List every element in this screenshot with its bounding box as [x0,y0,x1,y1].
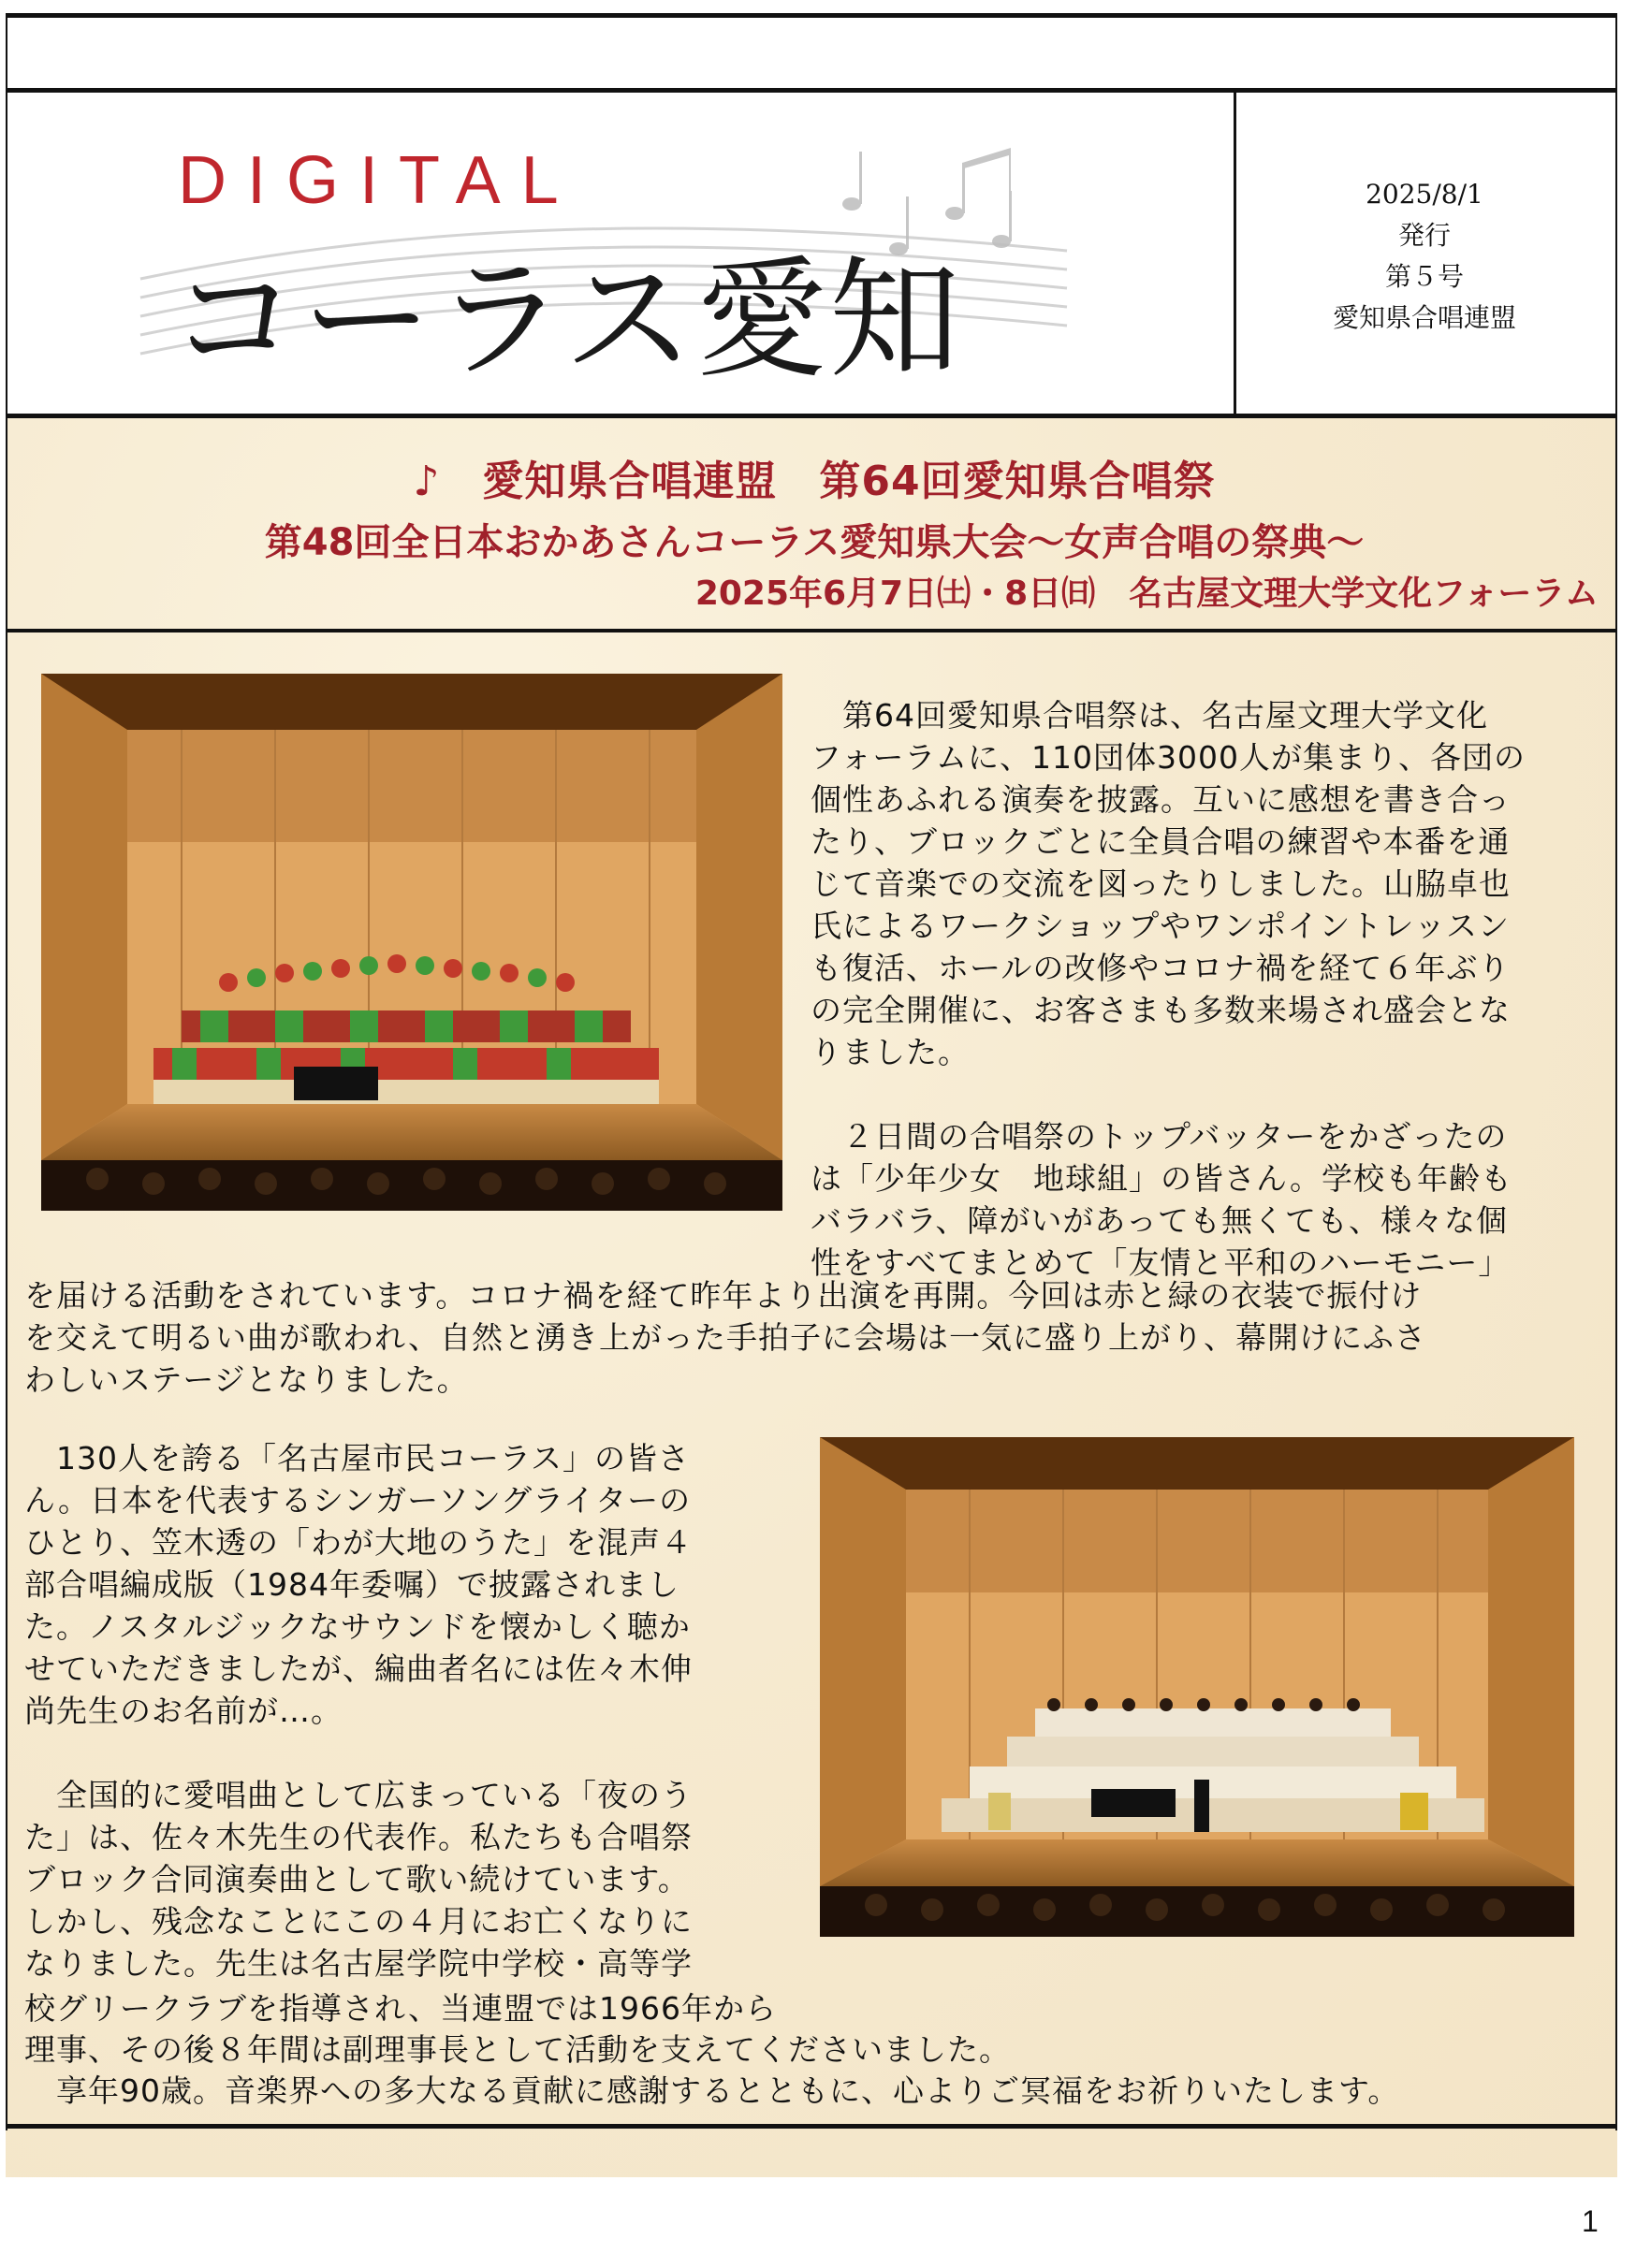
issue-date: 2025/8/1 [1366,179,1483,210]
text-line: を交えて明るい曲が歌われ、自然と湧き上がった手拍子に会場は一気に盛り上がり、幕開けにふさ [24,1319,1426,1356]
text-line: フォーラムに、110団体3000人が集まり、各団の [811,739,1526,776]
text-line: 校グリークラブを指導され、当連盟では1966年から [24,1990,777,2027]
issue-label: 発行 [1397,220,1451,251]
text-line: ブロック合同演奏曲として歌い続けています。 [24,1861,690,1897]
text-line: 個性あふれる演奏を披露。互いに感想を書き合っ [811,781,1511,818]
text-line: は「少年少女 地球組」の皆さん。学校も年齢も [811,1160,1512,1197]
header-column-separator [1234,93,1236,414]
text-line: しかし、残念なことにこの４月にお亡くなりに [24,1903,693,1940]
headline-rule [6,629,1617,632]
text-line: りました。 [811,1034,970,1070]
text-line [24,1732,693,1774]
concert-photo-mixed-choir [820,1437,1574,1937]
text-line: じて音楽での交流を図ったりしました。山脇卓也 [811,865,1511,902]
text-line: 氏によるワークショップやワンポイントレッスン [811,908,1511,944]
text-line: た」は、佐々木先生の代表作。私たちも合唱祭 [24,1819,693,1855]
text-line: を届ける活動をされています。コロナ禍を経て昨年より出演を再開。今回は赤と緑の衣装で振付け [24,1277,1423,1314]
header-bottom-rule [6,414,1617,418]
text-line: 享年90歳。音楽界への多大なる貢献に感謝するとともに、心よりご冥福をお祈りいたします。 [56,2072,1400,2109]
text-line: わしいステージとなりました。 [24,1361,469,1398]
text-line: バラバラ、障がいがあっても無くても、様々な個 [811,1202,1509,1239]
text-line: たり、ブロックごとに全員合唱の練習や本番を通 [811,823,1511,860]
text-line: 性をすべてまとめて「友情と平和のハーモニー」 [811,1244,1511,1281]
text-line: せていただきましたが、編曲者名には佐々木伸 [24,1650,693,1687]
frame-left-border [6,418,7,2130]
text-line: 尚先生のお名前が…。 [24,1693,343,1729]
footer-rule [6,2124,1617,2129]
headline-line-3: 2025年6月7日㈯・8日㈰ 名古屋文理大学文化フォーラム [694,574,1599,613]
masthead-logo [131,110,1104,397]
text-line: た。ノスタルジックなサウンドを懐かしく聴か [24,1608,691,1645]
article-column-right [811,694,1526,1284]
text-line: 全国的に愛唱曲として広まっている「夜のう [24,1777,693,1813]
text-line: ひとり、笠木透の「わが大地のうた」を混声４ [24,1524,693,1561]
issue-info [1237,174,1612,339]
text-line: ん。日本を代表するシンガーソングライターの [24,1482,692,1519]
text-line: なりました。先生は名古屋学院中学校・高等学 [24,1945,693,1982]
logo-digital-text: DIGITAL [178,143,579,218]
text-line: ２日間の合唱祭のトップバッターをかざったの [811,1118,1508,1155]
text-line [811,1073,1526,1115]
page-number: 1 [1582,2204,1599,2238]
text-line: 130人を誇る「名古屋市民コーラス」の皆さ [24,1440,690,1476]
headline-line-1: ♪ 愛知県合唱連盟 第64回愛知県合唱祭 [413,458,1216,505]
article-column-left [24,1437,693,1985]
logo-title-text: コーラス愛知 [168,244,962,397]
issue-publisher: 愛知県合唱連盟 [1332,302,1516,333]
text-line: 部合唱編成版（1984年委嘱）で披露されまし [24,1566,679,1603]
issue-number: 第５号 [1384,261,1464,292]
text-line: 理事、その後８年間は副理事長として活動を支えてくださいました。 [24,2031,1011,2068]
headline-line-2: 第48回全日本おかあさんコーラス愛知県大会～女声合唱の祭典～ [264,521,1365,564]
text-line: の完全開催に、お客さまも多数来場され盛会とな [811,992,1511,1028]
text-line: 第64回愛知県合唱祭は、名古屋文理大学文化 [811,697,1488,734]
article-fullwidth-paragraph [24,1274,1426,1401]
concert-photo-children-choir [41,674,782,1211]
frame-right-border [1615,418,1617,2130]
text-line: も復活、ホールの改修やコロナ禍を経て６年ぶり [811,950,1511,986]
